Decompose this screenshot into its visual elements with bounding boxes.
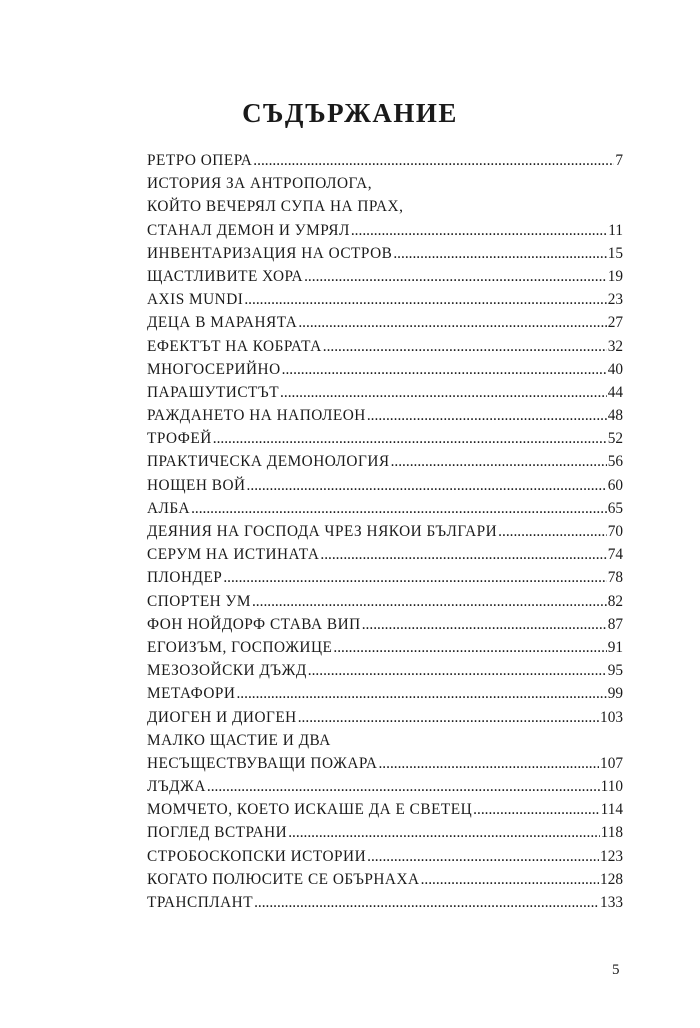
toc-entry-page: 128 bbox=[600, 870, 623, 888]
dot-leader bbox=[391, 453, 607, 471]
toc-entry bbox=[147, 407, 623, 430]
toc-entry bbox=[147, 755, 623, 778]
toc-entry-title: СТАНАЛ ДЕМОН И УМРЯЛ bbox=[147, 221, 350, 239]
toc-entry-page: 95 bbox=[607, 662, 623, 680]
toc-entry bbox=[147, 222, 623, 245]
toc-entry bbox=[147, 384, 623, 407]
toc-entry-title: AXIS MUNDI bbox=[147, 291, 244, 309]
toc-entry-title: ЩАСТЛИВИТЕ ХОРА bbox=[147, 267, 304, 285]
toc-entry bbox=[147, 314, 623, 337]
toc-entry-page: 52 bbox=[607, 430, 623, 448]
toc-entry-title: МЕТАФОРИ bbox=[147, 685, 236, 703]
toc-entry-title: ИСТОРИЯ ЗА АНТРОПОЛОГА, bbox=[147, 175, 373, 193]
dot-leader bbox=[253, 152, 614, 170]
dot-leader bbox=[308, 662, 607, 680]
dot-leader bbox=[367, 848, 599, 866]
toc-entry-page: 110 bbox=[600, 778, 623, 796]
toc-entry bbox=[147, 361, 623, 384]
toc-entry-page: 48 bbox=[607, 407, 623, 425]
toc-entry bbox=[147, 778, 623, 801]
table-of-contents bbox=[147, 152, 623, 917]
toc-entry-title: ПАРАШУТИСТЪТ bbox=[147, 383, 280, 401]
dot-leader bbox=[393, 245, 606, 263]
toc-entry bbox=[147, 894, 623, 917]
toc-entry-title: ДЕЯНИЯ НА ГОСПОДА ЧРЕЗ НЯКОИ БЪЛГАРИ bbox=[147, 523, 498, 540]
toc-entry-page: 91 bbox=[607, 638, 623, 656]
toc-entry-page: 44 bbox=[607, 383, 623, 401]
toc-entry bbox=[147, 245, 623, 268]
toc-entry bbox=[147, 175, 623, 198]
toc-entry-title: ДИОГЕН И ДИОГЕН bbox=[147, 708, 297, 726]
dot-leader bbox=[473, 801, 599, 819]
toc-entry-title: ИНВЕНТАРИЗАЦИЯ НА ОСТРОВ bbox=[147, 244, 393, 262]
dot-leader bbox=[254, 894, 599, 912]
toc-entry bbox=[147, 848, 623, 871]
toc-entry bbox=[147, 338, 623, 361]
dot-leader bbox=[282, 361, 607, 379]
toc-entry bbox=[147, 453, 623, 476]
toc-entry bbox=[147, 268, 623, 291]
toc-entry-title: СТРОБОСКОПСКИ ИСТОРИИ bbox=[147, 847, 367, 865]
dot-leader bbox=[304, 268, 607, 286]
dot-leader bbox=[223, 569, 606, 587]
toc-entry-page: 40 bbox=[607, 360, 623, 378]
toc-entry-page: 56 bbox=[607, 453, 623, 471]
toc-entry-page: 65 bbox=[607, 499, 623, 517]
toc-entry bbox=[147, 662, 623, 685]
toc-entry bbox=[147, 198, 623, 221]
toc-entry-title: МОМЧЕТО, КОЕТО ИСКАШЕ ДА Е СВЕТЕЦ bbox=[147, 801, 473, 819]
dot-leader bbox=[320, 546, 606, 564]
dot-leader bbox=[298, 709, 599, 727]
toc-entry-title: ТРАНСПЛАНТ bbox=[147, 894, 254, 911]
toc-entry-title: АЛБА bbox=[147, 499, 191, 517]
toc-entry-title: НЕСЪЩЕСТВУВАЩИ ПОЖАРА bbox=[147, 754, 378, 772]
toc-entry-title: КОЙТО ВЕЧЕРЯЛ СУПА НА ПРАХ, bbox=[147, 198, 404, 216]
dot-leader bbox=[213, 430, 607, 448]
toc-entry-title: НОЩЕН ВОЙ bbox=[147, 476, 246, 494]
toc-entry-page: 11 bbox=[608, 221, 623, 239]
toc-entry-title: РАЖДАНЕТО НА НАПОЛЕОН bbox=[147, 407, 366, 425]
toc-entry bbox=[147, 593, 623, 616]
toc-entry-page: 27 bbox=[607, 314, 623, 332]
dot-leader bbox=[333, 639, 606, 657]
dot-leader bbox=[247, 477, 607, 495]
toc-entry-page: 19 bbox=[607, 267, 623, 285]
toc-entry bbox=[147, 546, 623, 569]
toc-entry bbox=[147, 152, 623, 175]
dot-leader bbox=[421, 871, 599, 889]
toc-entry bbox=[147, 824, 623, 847]
page-number: 5 bbox=[612, 962, 620, 978]
dot-leader bbox=[351, 222, 607, 240]
toc-entry bbox=[147, 616, 623, 639]
toc-entry-page: 118 bbox=[600, 824, 623, 842]
toc-entry-title: ЛЪДЖА bbox=[147, 778, 206, 796]
toc-entry-page: 87 bbox=[607, 615, 623, 633]
toc-entry bbox=[147, 732, 623, 755]
toc-entry bbox=[147, 685, 623, 708]
toc-entry-title: ЕФЕКТЪТ НА КОБРАТА bbox=[147, 337, 322, 355]
toc-entry bbox=[147, 477, 623, 500]
toc-entry bbox=[147, 291, 623, 314]
toc-entry-page: 99 bbox=[607, 685, 623, 703]
toc-entry bbox=[147, 801, 623, 824]
toc-entry bbox=[147, 871, 623, 894]
toc-entry-title: КОГАТО ПОЛЮСИТЕ СЕ ОБЪРНАХА bbox=[147, 870, 420, 888]
dot-leader bbox=[323, 338, 607, 356]
toc-entry-page: 133 bbox=[600, 894, 623, 911]
page-title: СЪДЪРЖАНИЕ bbox=[242, 98, 458, 129]
toc-entry bbox=[147, 569, 623, 592]
toc-entry bbox=[147, 500, 623, 523]
toc-entry-title: СПОРТЕН УМ bbox=[147, 592, 251, 610]
toc-entry-page: 60 bbox=[607, 476, 623, 494]
toc-entry-title: ПОГЛЕД ВСТРАНИ bbox=[147, 824, 288, 842]
toc-entry bbox=[147, 709, 623, 732]
toc-entry-page: 70 bbox=[607, 523, 623, 540]
dot-leader bbox=[378, 755, 599, 773]
dot-leader bbox=[244, 291, 606, 309]
toc-entry-page: 15 bbox=[607, 244, 623, 262]
toc-entry bbox=[147, 639, 623, 662]
toc-entry-title: ДЕЦА В МАРАНЯТА bbox=[147, 314, 298, 332]
dot-leader bbox=[362, 616, 607, 634]
toc-entry-title: СЕРУМ НА ИСТИНАТА bbox=[147, 546, 320, 564]
toc-entry-page: 74 bbox=[607, 546, 623, 564]
toc-entry-page: 114 bbox=[600, 801, 623, 819]
toc-entry-page: 23 bbox=[607, 291, 623, 309]
toc-entry-title: МЕЗОЗОЙСКИ ДЪЖД bbox=[147, 662, 307, 680]
dot-leader bbox=[367, 407, 607, 425]
toc-entry-title: ЕГОИЗЪМ, ГОСПОЖИЦЕ bbox=[147, 638, 333, 656]
dot-leader bbox=[252, 593, 607, 611]
dot-leader bbox=[191, 500, 607, 518]
toc-entry-page: 123 bbox=[600, 847, 623, 865]
dot-leader bbox=[207, 778, 600, 796]
toc-entry-page: 32 bbox=[607, 337, 623, 355]
toc-entry-page: 107 bbox=[600, 754, 623, 772]
toc-entry-title: МНОГОСЕРИЙНО bbox=[147, 360, 281, 378]
dot-leader bbox=[298, 314, 606, 332]
toc-entry-title: ТРОФЕЙ bbox=[147, 430, 212, 448]
dot-leader bbox=[498, 523, 607, 541]
toc-entry-title: ПЛОНДЕР bbox=[147, 569, 223, 587]
toc-entry-title: РЕТРО ОПЕРА bbox=[147, 152, 253, 169]
toc-entry-page: 82 bbox=[607, 592, 623, 610]
toc-entry-title: ПРАКТИЧЕСКА ДЕМОНОЛОГИЯ bbox=[147, 453, 390, 471]
toc-entry-page: 78 bbox=[607, 569, 623, 587]
dot-leader bbox=[288, 824, 599, 842]
toc-entry bbox=[147, 430, 623, 453]
toc-entry-title: МАЛКО ЩАСТИЕ И ДВА bbox=[147, 731, 331, 749]
toc-entry-page: 103 bbox=[600, 708, 623, 726]
dot-leader bbox=[236, 685, 606, 703]
toc-entry bbox=[147, 523, 623, 546]
dot-leader bbox=[280, 384, 607, 402]
toc-entry-title: ФОН НОЙДОРФ СТАВА ВИП bbox=[147, 615, 361, 633]
toc-entry-page: 7 bbox=[615, 152, 623, 169]
